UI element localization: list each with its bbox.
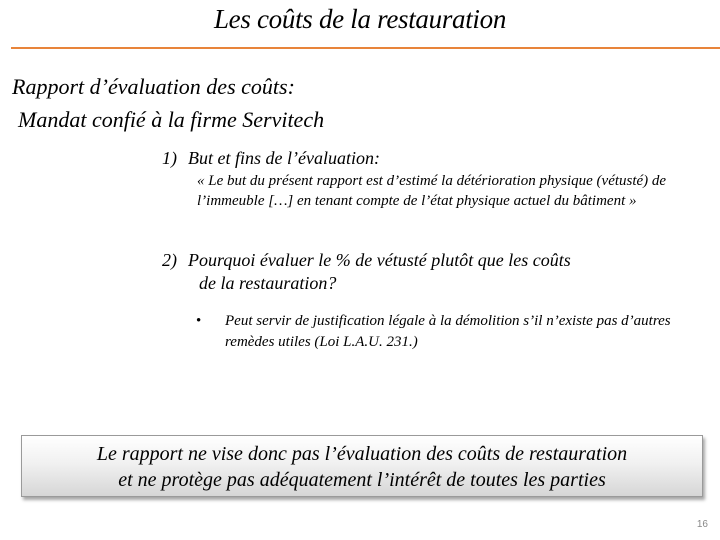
callout-line2: et ne protège pas adéquatement l’intérêt de toutes les parties xyxy=(118,469,606,491)
item-number: 1) xyxy=(162,148,177,168)
bullet-dot-icon: • xyxy=(196,313,202,329)
heading-report: Rapport d’évaluation des coûts: xyxy=(12,74,295,99)
title-underline xyxy=(11,47,720,49)
item-number: 2) xyxy=(162,250,177,270)
callout-line1: Le rapport ne vise donc pas l’évaluation des coûts de restauration xyxy=(96,443,628,465)
bullet-item xyxy=(196,311,706,353)
item-label: But et fins de l’évaluation: xyxy=(188,148,380,168)
item-why xyxy=(162,249,702,295)
purpose-quote: « Le but du présent rapport est d’estimé la détérioration physique (vétusté) de l’immeuble […] en tenant compte de l’état physique actuel du bâtiment » xyxy=(197,173,667,209)
item-label-line2: de la restauration? xyxy=(199,273,337,293)
heading-mandate: Mandat confié à la firme Servitech xyxy=(18,107,325,132)
bullet-text: Peut servir de justification légale à la démolition s’il n’existe pas d’autres remèdes utiles (Loi L.A.U. 231.) xyxy=(225,313,671,350)
item-purpose xyxy=(162,147,702,170)
page-number: 16 xyxy=(696,519,708,530)
item-label-line1: Pourquoi évaluer le % de vétusté plutôt que les coûts xyxy=(188,250,571,270)
slide-title: Les coûts de la restauration xyxy=(213,4,507,34)
conclusion-callout xyxy=(21,435,703,497)
